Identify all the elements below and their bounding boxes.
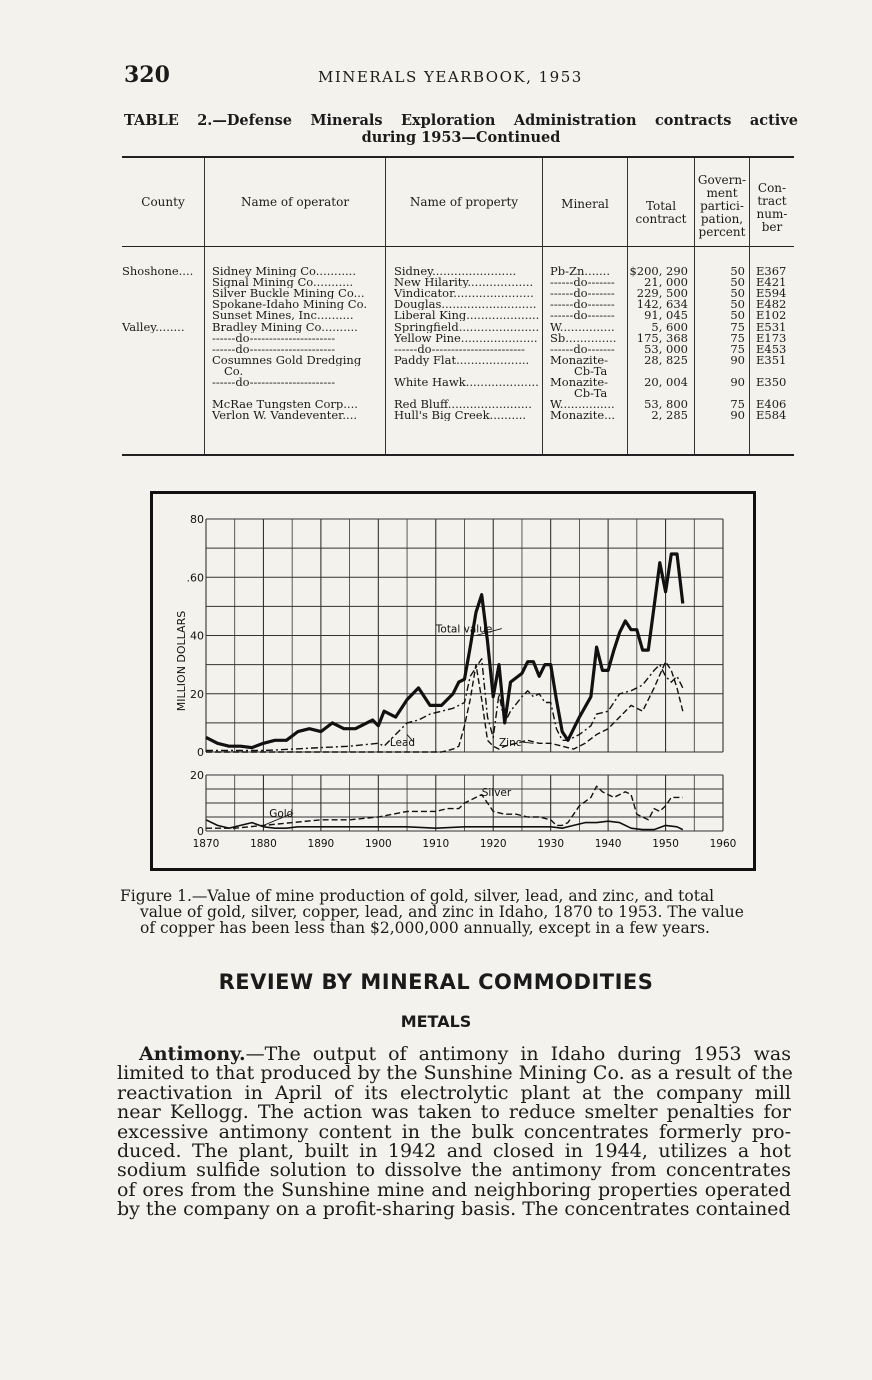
header-total-l2: contract [635,212,687,226]
total-contract-cell: $200, 290 [629,266,688,277]
header-con-l3: num- [756,207,788,221]
body-line-rest: —The output of antimony in Idaho during 1953 was [245,1043,791,1065]
contract-number-cell: E482 [756,299,787,311]
header-county: County [141,195,185,209]
participation-cell: 90 [730,377,745,388]
county-cell: Valley........ [122,321,185,333]
participation-cell: 50 [730,277,745,289]
series-annotation: Gold [269,808,294,820]
participation-cell: 50 [730,288,745,300]
lead-term: Antimony. [139,1043,246,1065]
header-gov-l3: partici- [700,199,744,213]
annotation-leader [523,742,533,743]
body-line: by the company on a profit-sharing basis. The concentrates contained [117,1198,791,1221]
series-annotation: Total value [435,623,493,636]
table-row [122,344,794,355]
contract-number-cell: E421 [756,277,787,289]
y-tick-label: 0 [197,825,204,838]
table-title [124,112,798,146]
total-contract-cell: 21, 000 [644,277,688,289]
table-row [122,399,794,410]
table-row [122,388,794,399]
participation-cell: 75 [730,343,745,355]
contract-number-cell: E350 [756,377,787,388]
contract-number-cell: E453 [756,343,787,355]
contract-number-cell: E173 [756,332,787,344]
contract-number-cell: E531 [756,321,787,333]
mineral-cell: Monazite... [550,410,616,422]
table-row [122,266,794,277]
running-head: MINERALS YEARBOOK, 1953 [318,68,583,86]
mineral-cell: ------do------- [550,288,615,300]
operator-cell: Bradley Mining Co.......... [212,321,358,333]
total-contract-cell: 2, 285 [651,410,688,422]
property-cell: Springfield...................... [394,321,540,333]
series-line-gold [206,820,683,830]
table-title-line2: during 1953—Continued [361,129,561,146]
contract-number-cell: E102 [756,310,787,322]
header-contract-number [750,182,794,234]
table-row [122,366,794,377]
total-contract-cell: 175, 368 [636,332,688,344]
mineral-cell: Monazite- [550,354,609,366]
table-bottom-rule [122,454,794,456]
body-line: limited to that produced by the Sunshine Mining Co. as a result of the [117,1062,793,1085]
operator-cell: Signal Mining Co........... [212,277,354,289]
property-cell: Sidney....................... [394,266,517,277]
x-tick-label: 1920 [479,838,507,850]
table-title-word: Minerals [310,112,383,129]
total-contract-cell: 20, 004 [644,377,688,388]
operator-cell: Spokane-Idaho Mining Co. [212,299,367,311]
mineral-cell: Cb-Ta [574,388,608,400]
y-tick-label: 40 [190,629,204,643]
x-tick-label: 1900 [364,838,392,850]
table-row [122,310,794,321]
body-line: near Kellogg. The action was taken to reduce smelter penalties for [117,1101,791,1124]
operator-cell: McRae Tungsten Corp.... [212,399,358,411]
table-row [122,377,794,388]
operator-cell: Sunset Mines, Inc.......... [212,310,354,322]
header-operator: Name of operator [240,195,350,209]
table-title-word: Exploration [400,112,496,129]
body-paragraph [117,1045,791,1220]
participation-cell: 50 [730,266,745,277]
y-tick-label: 20 [190,769,204,782]
total-contract-cell: 229, 500 [636,288,688,300]
table-row [122,410,794,421]
property-cell: White Hawk.................... [394,377,539,388]
x-tick-label: 1940 [594,838,622,850]
mineral-cell: Pb-Zn....... [550,266,610,277]
participation-cell: 75 [730,399,745,411]
mineral-cell: ------do------- [550,299,615,311]
total-contract-cell: 53, 000 [644,343,688,355]
table-title-word: Administration [513,112,637,129]
y-axis-label: MILLION DOLLARS [175,610,188,712]
operator-cell: Sidney Mining Co........... [212,266,356,277]
table-title-word: 2.—Defense [197,112,293,129]
mineral-cell: Cb-Ta [574,365,608,377]
y-tick-label: 20 [190,687,204,701]
header-gov-l2: ment [706,186,738,200]
header-property: Name of property [409,195,519,209]
total-contract-cell: 28, 825 [644,354,688,366]
participation-cell: 75 [730,321,745,333]
table-title-word: contracts [654,112,732,129]
property-cell: Douglas.......................... [394,299,537,311]
participation-cell: 50 [730,310,745,322]
operator-cell: Co. [224,365,244,377]
production-chart [153,494,753,868]
body-line: excessive antimony content in the bulk concentrates formerly pro- [117,1120,791,1143]
header-con-l2: tract [757,194,787,208]
operator-cell: ------do---------------------- [212,343,336,355]
header-mineral: Mineral [561,197,609,211]
contract-number-cell: E594 [756,288,787,300]
x-tick-label: 1930 [537,838,565,850]
header-gov-participation [695,174,749,239]
caption-line: of copper has been less than $2,000,000 annually, except in a few years. [140,919,710,937]
y-tick-label: .60 [186,571,204,585]
total-contract-cell: 53, 800 [644,399,688,411]
y-tick-label: 80 [190,513,204,526]
total-contract-cell: 5, 600 [651,321,688,333]
operator-cell: Cosumnes Gold Dredging [212,354,362,366]
body-line: sodium sulfide solution to dissolve the antimony from concentrates [117,1159,791,1182]
property-cell: New Hilarity.................. [394,277,534,289]
contract-number-cell: E367 [756,266,787,277]
operator-cell: ------do---------------------- [212,377,336,388]
table-title-line1 [124,112,798,129]
table-title-word: active [749,112,798,129]
page-number: 320 [124,62,170,88]
x-tick-label: 1950 [652,838,679,850]
property-cell: Vindicator...................... [394,288,534,300]
series-annotation: Zinc [498,737,522,750]
property-cell: Paddy Flat.................... [394,354,530,366]
participation-cell: 75 [730,332,745,344]
x-tick-label: 1910 [422,838,450,850]
total-contract-cell: 142, 634 [636,299,688,311]
header-gov-l5: percent [698,225,746,239]
header-gov-l4: pation, [700,212,744,226]
table-row [122,355,794,366]
mineral-cell: W............... [550,399,615,411]
figure-frame [150,491,756,871]
table-row [122,333,794,344]
operator-cell: ------do---------------------- [212,332,336,344]
county-cell: Shoshone.... [122,266,194,277]
property-cell: Red Bluff....................... [394,399,532,411]
total-contract-cell: 91, 045 [644,310,688,322]
x-tick-label: 1880 [250,838,277,850]
y-tick-label: 0 [197,746,204,759]
header-con-l1: Con- [757,181,787,195]
mineral-cell: Sb.............. [550,332,617,344]
caption-line: value of gold, silver, copper, lead, and zinc in Idaho, 1870 to 1953. The value [140,903,744,921]
table-row [122,288,794,299]
mineral-cell: W............... [550,321,615,333]
series-annotation: Silver [481,787,512,799]
header-total-l1: Total [645,199,677,213]
operator-cell: Silver Buckle Mining Co... [212,288,365,300]
property-cell: Liberal King.................... [394,310,540,322]
x-tick-label: 1960 [709,838,737,850]
mineral-cell: ------do------- [550,343,615,355]
header-gov-l1: Govern- [697,173,747,187]
participation-cell: 90 [730,410,745,422]
mineral-cell: ------do------- [550,310,615,322]
table-row [122,322,794,333]
contract-number-cell: E351 [756,354,787,366]
participation-cell: 50 [730,299,745,311]
caption-line: Figure 1.—Value of mine production of gold, silver, lead, and zinc, and total [120,887,715,905]
participation-cell: 90 [730,354,745,366]
property-cell: Hull's Big Creek.......... [394,410,527,422]
header-total [628,200,694,226]
section-heading: REVIEW BY MINERAL COMMODITIES [218,970,654,994]
body-line: of ores from the Sunshine mine and neighboring properties operated [117,1178,791,1201]
property-cell: ------do------------------------ [394,343,525,355]
property-cell: Yellow Pine..................... [394,332,538,344]
table-row [122,277,794,288]
series-line-total-value [206,554,683,748]
table-row [122,299,794,310]
x-tick-label: 1890 [307,838,335,850]
series-annotation: Lead [389,737,416,750]
contract-number-cell: E406 [756,399,787,411]
mineral-cell: ------do------- [550,277,615,289]
body-line: duced. The plant, built in 1942 and closed in 1944, utilizes a hot [117,1140,791,1163]
table-title-word: TABLE [124,112,179,129]
operator-cell: Verlon W. Vandeventer.... [212,410,358,422]
figure-caption [120,888,792,936]
contract-number-cell: E584 [756,410,787,422]
header-con-l4: ber [761,220,783,234]
mineral-cell: Monazite- [550,377,609,388]
x-tick-label: 1870 [192,838,220,850]
body-line: reactivation in April of its electrolytic plant at the company mill [117,1081,791,1104]
section-subheading: METALS [400,1012,472,1031]
